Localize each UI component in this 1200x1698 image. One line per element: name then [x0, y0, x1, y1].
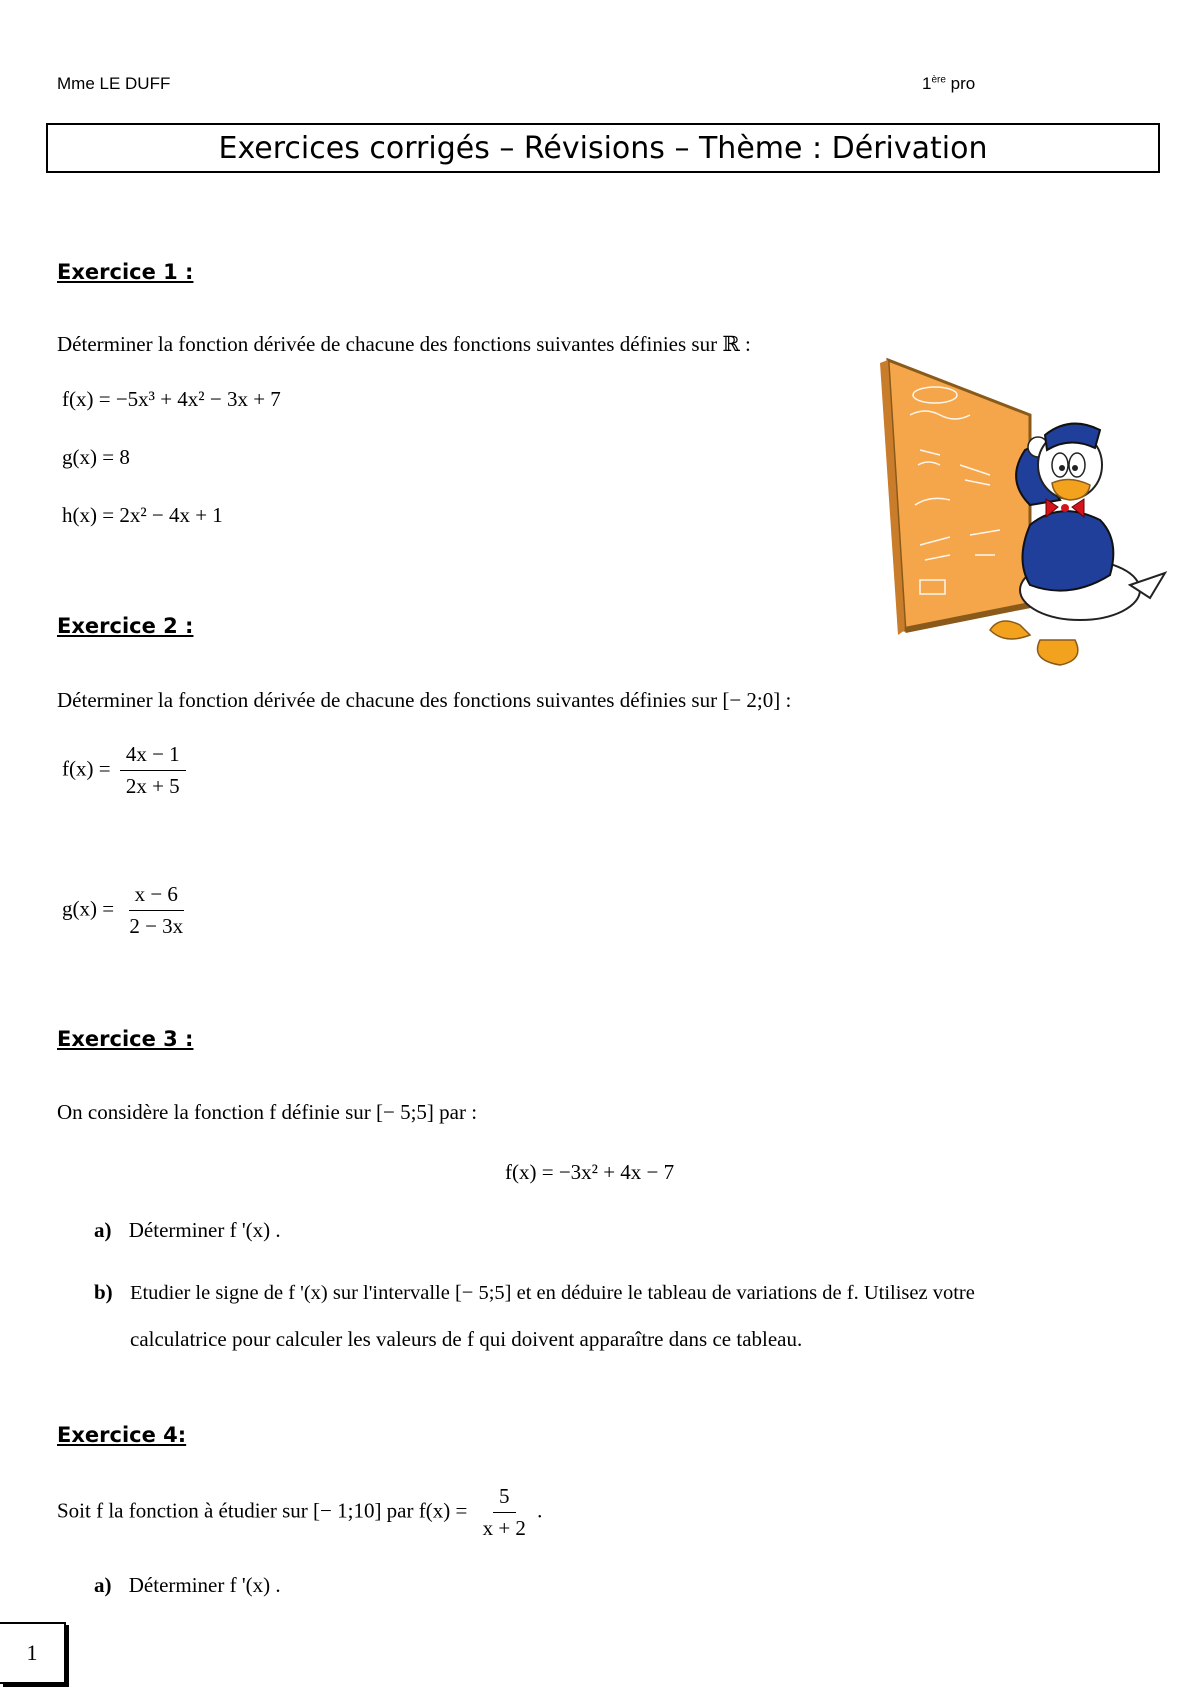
exercise-3-a-label: a) — [94, 1218, 112, 1242]
exercise-2-statement: Déterminer la fonction dérivée de chacune des fonctions suivantes définies sur [− 2;0] : — [57, 688, 792, 712]
exercise-2-g-fraction — [123, 882, 189, 939]
exercise-2-f-fraction — [120, 742, 186, 799]
exercise-2-f-numerator: 4x − 1 — [120, 742, 186, 771]
exercise-3-function: f(x) = −3x² + 4x − 7 — [505, 1160, 675, 1184]
exercise-4-denominator: x + 2 — [482, 1516, 526, 1540]
exercise-2-f-denominator: 2x + 5 — [125, 774, 180, 798]
exercise-3-question-a — [94, 1218, 281, 1243]
page-number: 1 — [0, 1622, 66, 1684]
exercise-1-statement: Déterminer la fonction dérivée de chacune des fonctions suivantes définies sur ℝ : — [57, 332, 751, 356]
exercise-4-title: Exercice 4: — [57, 1423, 187, 1447]
author-name: Mme LE DUFF — [57, 74, 171, 93]
exercise-4-statement-post: . — [537, 1498, 543, 1523]
exercise-3-b-text-2: calculatrice pour calculer les valeurs de f qui doivent apparaître dans ce tableau. — [130, 1327, 803, 1351]
exercise-3-title: Exercice 3 : — [57, 1027, 194, 1051]
exercise-1-title: Exercice 1 : — [57, 260, 194, 284]
exercise-2-g-lhs: g(x) = — [62, 896, 115, 921]
exercise-2-f — [62, 742, 186, 799]
exercise-1-f: f(x) = −5x³ + 4x² − 3x + 7 — [62, 387, 281, 411]
exercise-4-statement-pre: Soit f la fonction à étudier sur [− 1;10] par f(x) = — [57, 1498, 468, 1523]
duck-chalkboard-illustration — [880, 355, 1170, 670]
class-level — [922, 74, 975, 94]
exercise-4-statement — [57, 1484, 542, 1541]
exercise-2-f-lhs: f(x) = — [62, 756, 111, 781]
exercise-4-numerator: 5 — [493, 1484, 516, 1513]
exercise-2-title: Exercice 2 : — [57, 614, 194, 638]
exercise-3-b-label: b) — [94, 1280, 113, 1304]
exercise-2-g-numerator: x − 6 — [129, 882, 184, 911]
exercise-1-h: h(x) = 2x² − 4x + 1 — [62, 503, 223, 527]
exercise-3-b-text-1: Etudier le signe de f '(x) sur l'intervalle [− 5;5] et en déduire le tableau de variations de f. Utilisez votre — [129, 1282, 975, 1304]
class-num: 1 — [922, 74, 932, 93]
exercise-3-statement: On considère la fonction f définie sur [− 5;5] par : — [57, 1100, 478, 1124]
exercise-2-g-denominator: 2 − 3x — [129, 914, 184, 938]
exercise-4-question-a — [94, 1573, 281, 1598]
page-title: Exercices corrigés – Révisions – Thème : Dérivation — [46, 123, 1160, 173]
exercise-1-g: g(x) = 8 — [62, 445, 130, 469]
exercise-3-a-text: Déterminer f '(x) . — [128, 1218, 281, 1242]
exercise-4-a-label: a) — [94, 1573, 112, 1597]
exercise-2-g — [62, 882, 189, 939]
class-suffix: pro — [950, 74, 976, 93]
exercise-3-question-b — [94, 1280, 975, 1305]
exercise-4-a-text: Déterminer f '(x) . — [128, 1573, 281, 1597]
cartoon-duck-at-chalkboard-icon — [880, 355, 1170, 670]
class-sup: ère — [931, 74, 946, 86]
exercise-4-fraction — [477, 1484, 532, 1541]
